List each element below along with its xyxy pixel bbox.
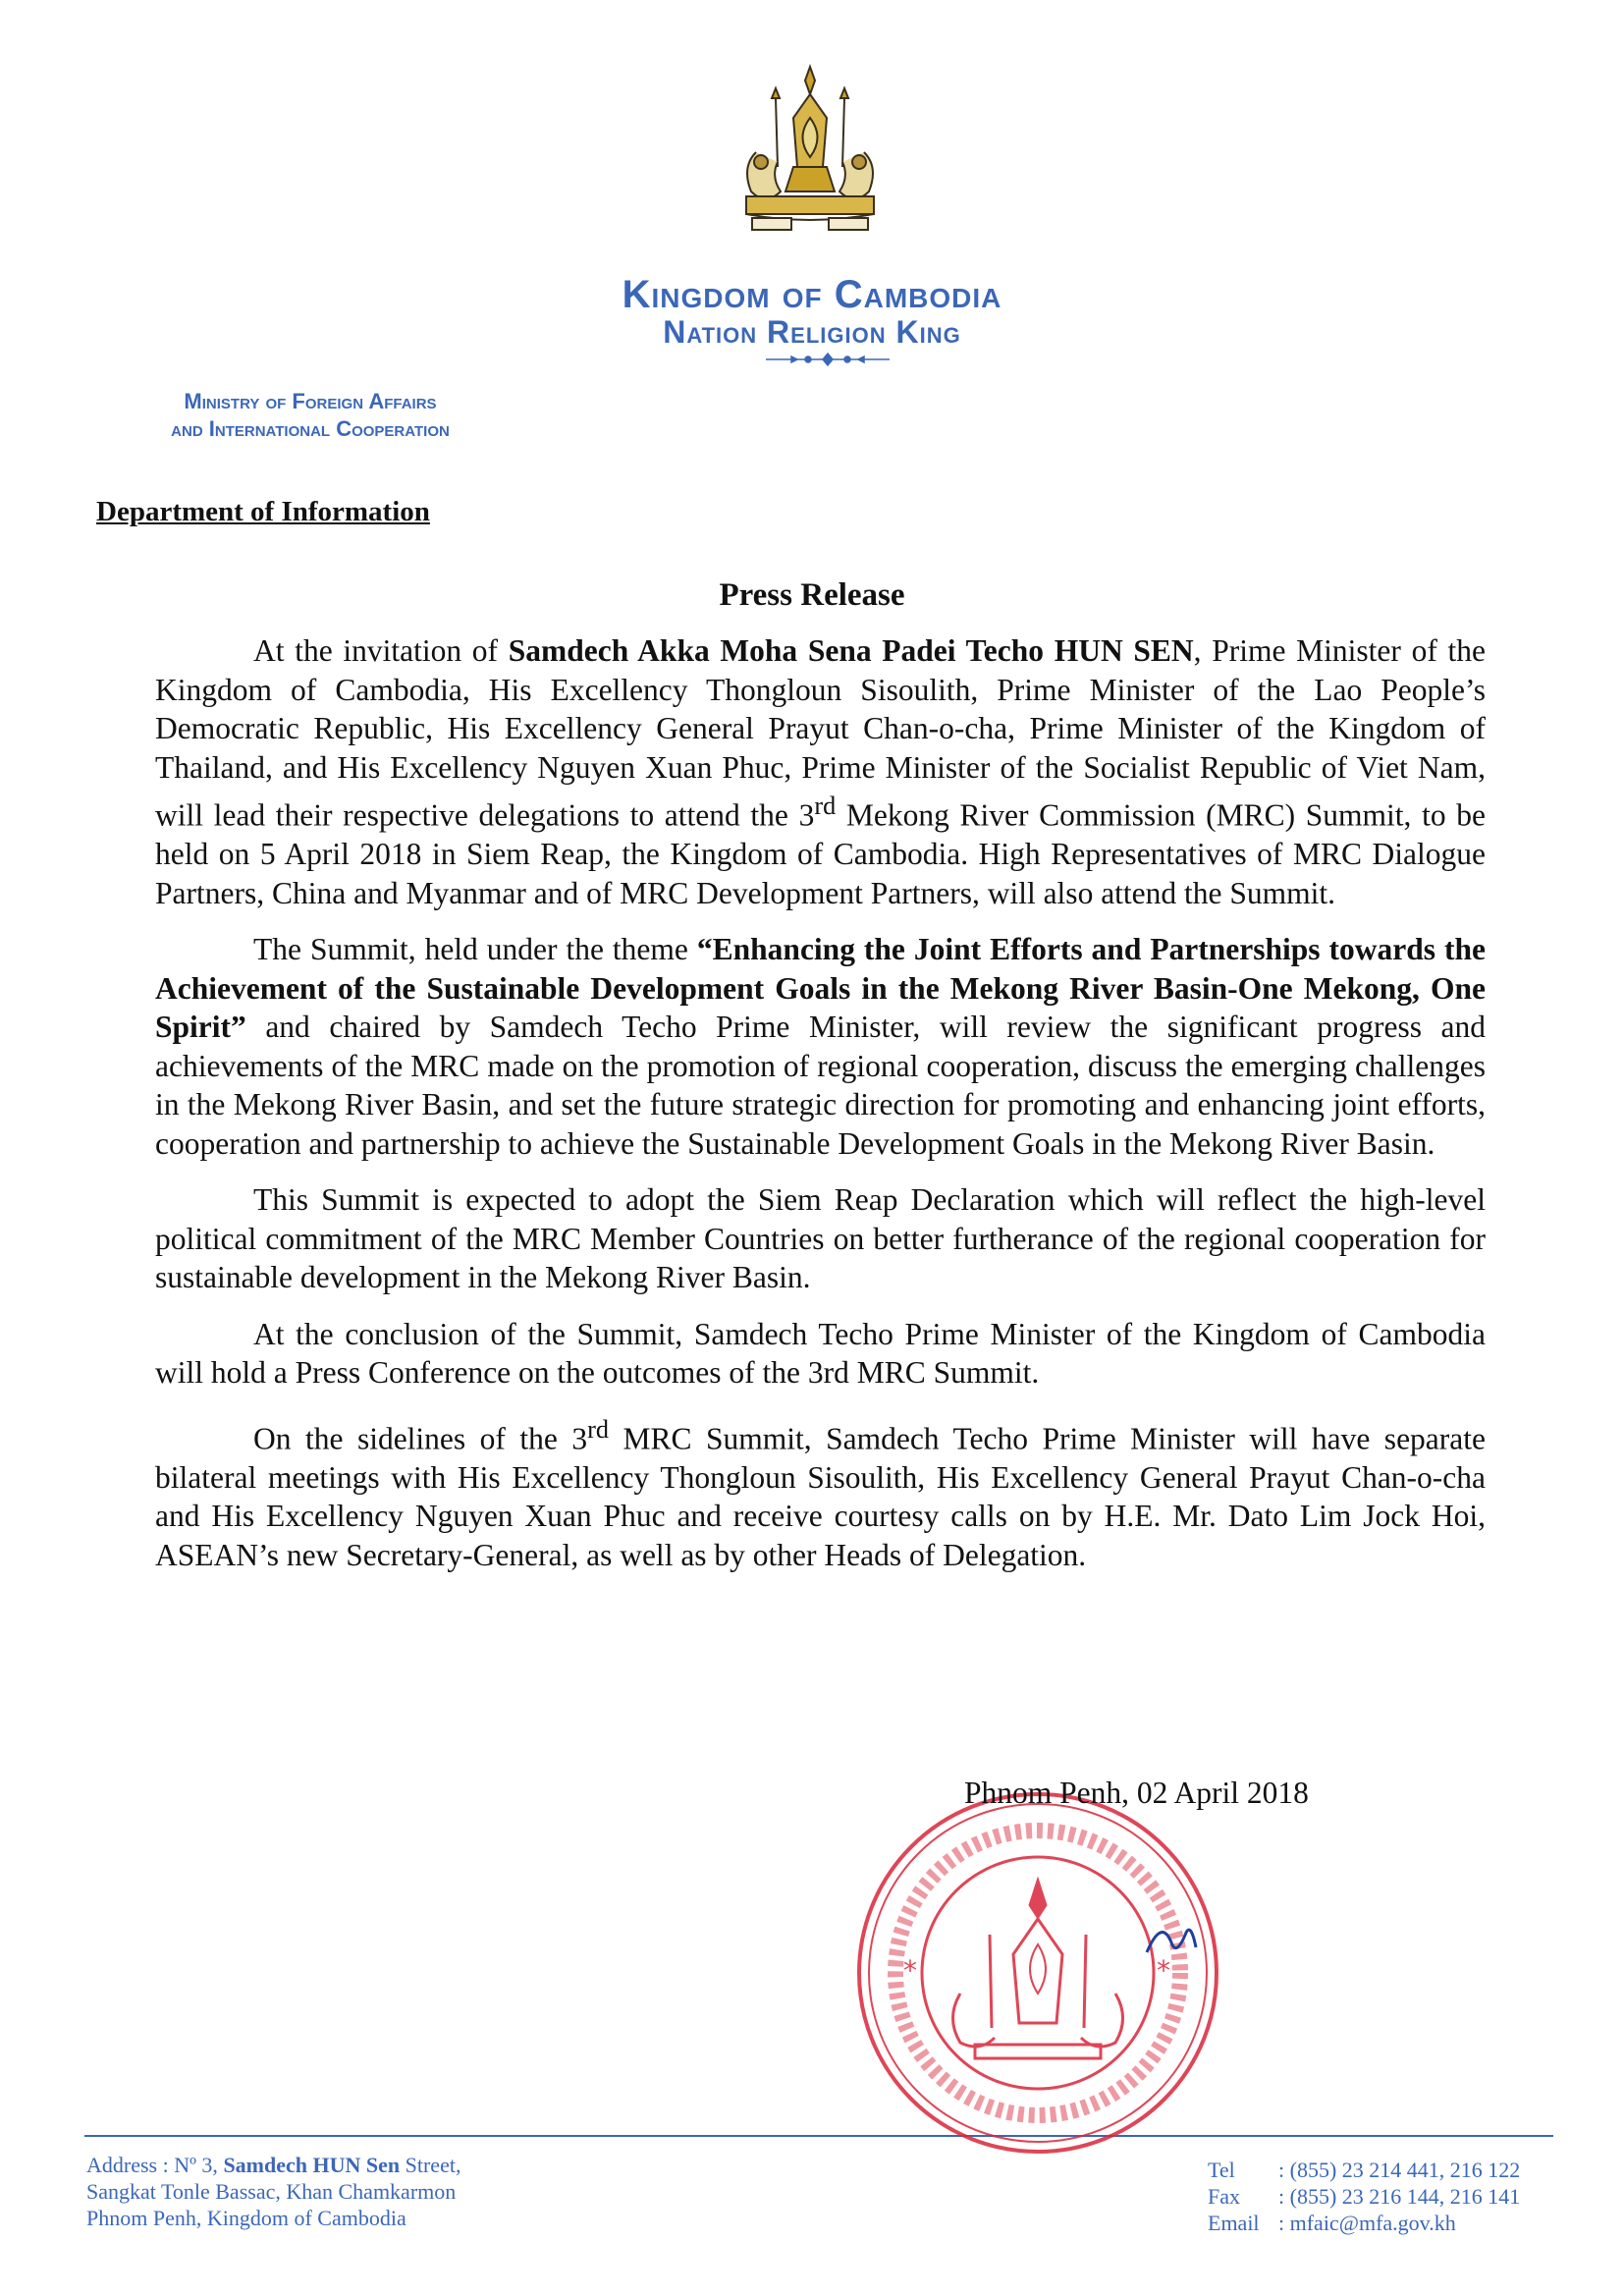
ministry-line-1: Ministry of Foreign Affairs (184, 389, 437, 413)
press-release-body (155, 631, 1486, 1592)
address-line-3: Phnom Penh, Kingdom of Cambodia (86, 2206, 406, 2230)
signature-mark-icon (1137, 1913, 1206, 1972)
contact-email: Email : mfaic@mfa.gov.kh (1208, 2211, 1456, 2235)
footer-address (86, 2152, 617, 2231)
ministry-name (84, 388, 536, 443)
footer-contact (1208, 2157, 1561, 2236)
address-line-1: Address : Nº 3, Samdech HUN Sen Street, (86, 2153, 461, 2177)
ministry-line-2: and International Cooperation (171, 416, 450, 441)
paragraph-5: On the sidelines of the 3rd MRC Summit, Samdech Techo Prime Minister will have separate bilateral meetings with His Excellency Thongloun Sisoulith, His Excellency General Prayut Chan-o-cha and His Excellency Nguyen Xuan Phuc and receive courtesy calls on by H.E. Mr. Dato Lim Jock Hoi, ASEAN’s new Secretary-General, as well as by other Heads of Delegation. (155, 1414, 1486, 1572)
department-heading: Department of Information (96, 496, 430, 527)
official-seal-icon (852, 1787, 1223, 2159)
paragraph-3: This Summit is expected to adopt the Siem Reap Declaration which will reflect the high-level political commitment of the MRC Member Countries on better furtherance of the regional cooperation for sustainable development in the Mekong River Basin. (155, 1182, 1486, 1294)
paragraph-2: The Summit, held under the theme “Enhancing the Joint Efforts and Partnerships towards the Achievement of the Sustainable Development Goals in the Mekong River Basin-One Mekong, One Spirit” and chaired by Samdech Techo Prime Minister, will review the significant progress and achievements of the MRC made on the promotion of regional cooperation, discuss the emerging challenges in the Mekong River Basin, and set the future strategic direction for promoting and enhancing joint efforts, cooperation and partnership to achieve the Sustainable Development Goals in the Mekong River Basin. (155, 932, 1487, 1161)
national-motto: Nation Religion King (663, 314, 961, 350)
address-line-2: Sangkat Tonle Bassac, Khan Chamkarmon (86, 2179, 457, 2204)
svg-text:*: * (1157, 1954, 1170, 1987)
contact-tel: Tel : (855) 23 214 441, 216 122 (1208, 2158, 1521, 2182)
paragraph-1: At the invitation of Samdech Akka Moha Sena Padei Techo HUN SEN, Prime Minister of the Kingdom of Cambodia, His Excellency Thongloun Sisoulith, Prime Minister of the Lao People’s Democratic Republic, His Excellency General Prayut Chan-o-cha, Prime Minister of the Kingdom of Thailand, and His Excellency Nguyen Xuan Phuc, Prime Minister of the Socialist Republic of Viet Nam, will lead their respective delegations to attend the 3rd Mekong River Commission (MRC) Summit, to be held on 5 April 2018 in Siem Reap, the Kingdom of Cambodia. High Representatives of MRC Dialogue Partners, China and Myanmar and of MRC Development Partners, will also attend the Summit. (155, 633, 1486, 910)
dateline: Phnom Penh, 02 April 2018 (964, 1776, 1309, 1810)
page-title: Press Release (719, 577, 905, 613)
svg-text:*: * (903, 1954, 917, 1987)
footer-divider (84, 2135, 1553, 2137)
paragraph-4: At the conclusion of the Summit, Samdech Techo Prime Minister of the Kingdom of Cambodia will hold a Press Conference on the outcomes of the 3rd MRC Summit. (155, 1316, 1486, 1390)
ornament-divider-icon (764, 352, 892, 367)
kingdom-heading: Kingdom of Cambodia (622, 273, 1002, 316)
royal-emblem-icon (717, 59, 903, 246)
contact-fax: Fax : (855) 23 216 144, 216 141 (1208, 2184, 1521, 2209)
